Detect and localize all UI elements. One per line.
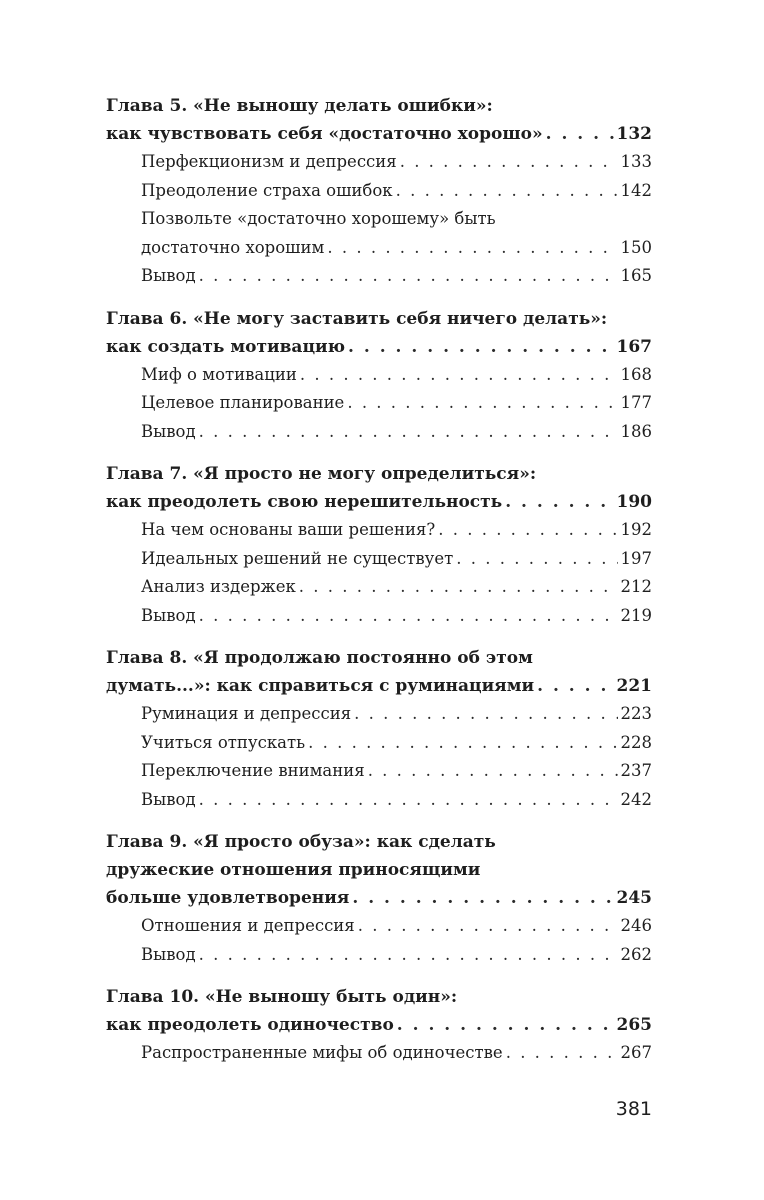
- section-title: Анализ издержек: [141, 577, 296, 596]
- dot-leader: [505, 488, 613, 516]
- dot-leader: [354, 700, 617, 729]
- toc-chapter: [106, 644, 652, 814]
- section-page-number: 192: [620, 520, 652, 539]
- section-entry-row[interactable]: [141, 1039, 652, 1068]
- section-page-number: 133: [620, 152, 652, 171]
- dot-leader: [299, 573, 618, 602]
- section-page-number: 177: [620, 393, 652, 412]
- section-page-number: 223: [620, 704, 652, 723]
- section-page-number: 242: [620, 789, 652, 809]
- section-title: На чем основаны ваши решения?: [141, 520, 436, 539]
- section-list: [106, 1039, 652, 1068]
- section-page-number: 246: [620, 916, 652, 935]
- toc-chapter: [106, 828, 652, 969]
- section-page-number: 165: [620, 266, 652, 285]
- chapter-title-line: Глава 8. «Я продолжаю постоянно об этом: [106, 648, 533, 668]
- section-title: Переключение внимания: [141, 761, 365, 780]
- chapter-title-last-line: больше удовлетворения: [106, 888, 350, 908]
- chapter-entry-row[interactable]: [106, 488, 652, 516]
- section-page-number: 237: [620, 761, 652, 780]
- dot-leader: [368, 757, 618, 786]
- section-entry-row[interactable]: [141, 573, 652, 602]
- dot-leader: [352, 884, 613, 912]
- dot-leader: [358, 912, 618, 941]
- dot-leader: [308, 729, 617, 758]
- section-title: Вывод: [141, 789, 196, 809]
- chapter-page-number: 190: [616, 492, 652, 512]
- chapter-page-number: 245: [616, 888, 652, 908]
- section-entry-row[interactable]: [141, 729, 652, 758]
- dot-leader: [199, 602, 618, 631]
- section-title: Руминация и депрессия: [141, 704, 352, 723]
- section-title: Вывод: [141, 266, 196, 285]
- toc-chapter: [106, 92, 652, 291]
- dot-leader: [438, 516, 617, 545]
- dot-leader: [400, 148, 618, 177]
- chapter-title-last-line: как создать мотивацию: [106, 336, 346, 357]
- chapter-title-line: Глава 7. «Я просто не могу определиться»:: [106, 464, 537, 484]
- section-page-number: 197: [620, 548, 652, 568]
- section-list: [106, 912, 652, 969]
- page-number: 381: [615, 1098, 652, 1120]
- section-entry-row[interactable]: [141, 757, 652, 786]
- chapter-entry-row[interactable]: [106, 672, 652, 700]
- section-entry-row[interactable]: [141, 941, 652, 970]
- dot-leader: [199, 262, 618, 291]
- dot-leader: [546, 120, 614, 148]
- toc-chapter: [106, 305, 652, 447]
- section-title: Учиться отпускать: [141, 732, 306, 752]
- dot-leader: [199, 941, 618, 970]
- section-page-number: 168: [620, 364, 652, 384]
- section-page-number: 219: [620, 605, 652, 625]
- dot-leader: [199, 418, 618, 447]
- section-entry-row[interactable]: [141, 786, 652, 815]
- chapter-page-number: 167: [616, 336, 652, 357]
- toc-chapter: [106, 460, 652, 630]
- chapter-title-last-line: думать...»: как справиться с руминациями: [106, 676, 535, 696]
- chapter-title-last-line: как преодолеть свою нерешительность: [106, 492, 503, 512]
- section-entry-row[interactable]: [141, 148, 652, 177]
- section-title: Вывод: [141, 944, 196, 964]
- chapter-title-line: Глава 6. «Не могу заставить себя ничего делать»:: [106, 308, 608, 329]
- section-entry-row[interactable]: [141, 418, 652, 447]
- dot-leader: [456, 545, 617, 574]
- chapter-title-line: дружеские отношения приносящими: [106, 860, 481, 880]
- toc-chapter: [106, 983, 652, 1068]
- section-list: [106, 700, 652, 814]
- section-entry-row[interactable]: [141, 361, 652, 390]
- chapter-entry-row[interactable]: [106, 333, 652, 361]
- section-title: Преодоление страха ошибок: [141, 180, 393, 200]
- chapter-title-line: Глава 10. «Не выношу быть один»:: [106, 987, 458, 1007]
- table-of-contents: [106, 92, 652, 1082]
- section-page-number: 150: [620, 237, 652, 257]
- chapter-page-number: 221: [616, 676, 652, 696]
- section-list: [106, 516, 652, 630]
- section-title: Вывод: [141, 605, 196, 625]
- section-entry-row[interactable]: [141, 700, 652, 729]
- dot-leader: [396, 177, 618, 206]
- section-entry-row[interactable]: [141, 177, 652, 206]
- section-entry-row[interactable]: [141, 234, 652, 263]
- section-list: [106, 148, 652, 291]
- chapter-entry-row[interactable]: [106, 1011, 652, 1039]
- chapter-page-number: 132: [616, 124, 652, 144]
- chapter-entry-row[interactable]: [106, 884, 652, 912]
- section-entry-row[interactable]: [141, 389, 652, 418]
- dot-leader: [347, 389, 617, 418]
- section-page-number: 228: [620, 732, 652, 752]
- chapter-title-last-line: как чувствовать себя «достаточно хорошо»: [106, 124, 543, 144]
- dot-leader: [327, 234, 617, 263]
- section-page-number: 142: [620, 180, 652, 200]
- section-title: Отношения и депрессия: [141, 916, 355, 935]
- section-entry-row[interactable]: [141, 262, 652, 291]
- chapter-title-last-line: как преодолеть одиночество: [106, 1015, 394, 1035]
- section-title: Перфекционизм и депрессия: [141, 152, 397, 171]
- dot-leader: [199, 786, 618, 815]
- section-title: Целевое планирование: [141, 393, 345, 412]
- section-list: [106, 361, 652, 447]
- dot-leader: [537, 672, 613, 700]
- dot-leader: [348, 333, 613, 361]
- section-entry-row[interactable]: [141, 602, 652, 631]
- section-title: достаточно хорошим: [141, 237, 325, 257]
- chapter-page-number: 265: [616, 1015, 652, 1035]
- section-entry-row[interactable]: [141, 545, 652, 574]
- section-title: Распространенные мифы об одиночестве: [141, 1043, 503, 1062]
- section-title: Идеальных решений не существует: [141, 548, 454, 568]
- section-title-line: Позвольте «достаточно хорошему» быть: [141, 209, 496, 228]
- section-page-number: 212: [620, 577, 652, 596]
- section-page-number: 267: [620, 1043, 652, 1062]
- dot-leader: [397, 1011, 614, 1039]
- section-entry-row[interactable]: [141, 516, 652, 545]
- chapter-title-line: Глава 5. «Не выношу делать ошибки»:: [106, 96, 493, 116]
- dot-leader: [506, 1039, 618, 1068]
- dot-leader: [300, 361, 618, 390]
- section-title: Миф о мотивации: [141, 364, 297, 384]
- section-title: Вывод: [141, 421, 196, 441]
- section-entry-row[interactable]: [141, 912, 652, 941]
- chapter-title-line: Глава 9. «Я просто обуза»: как сделать: [106, 832, 496, 852]
- chapter-entry-row[interactable]: [106, 120, 652, 148]
- section-page-number: 262: [620, 944, 652, 964]
- section-page-number: 186: [620, 421, 652, 441]
